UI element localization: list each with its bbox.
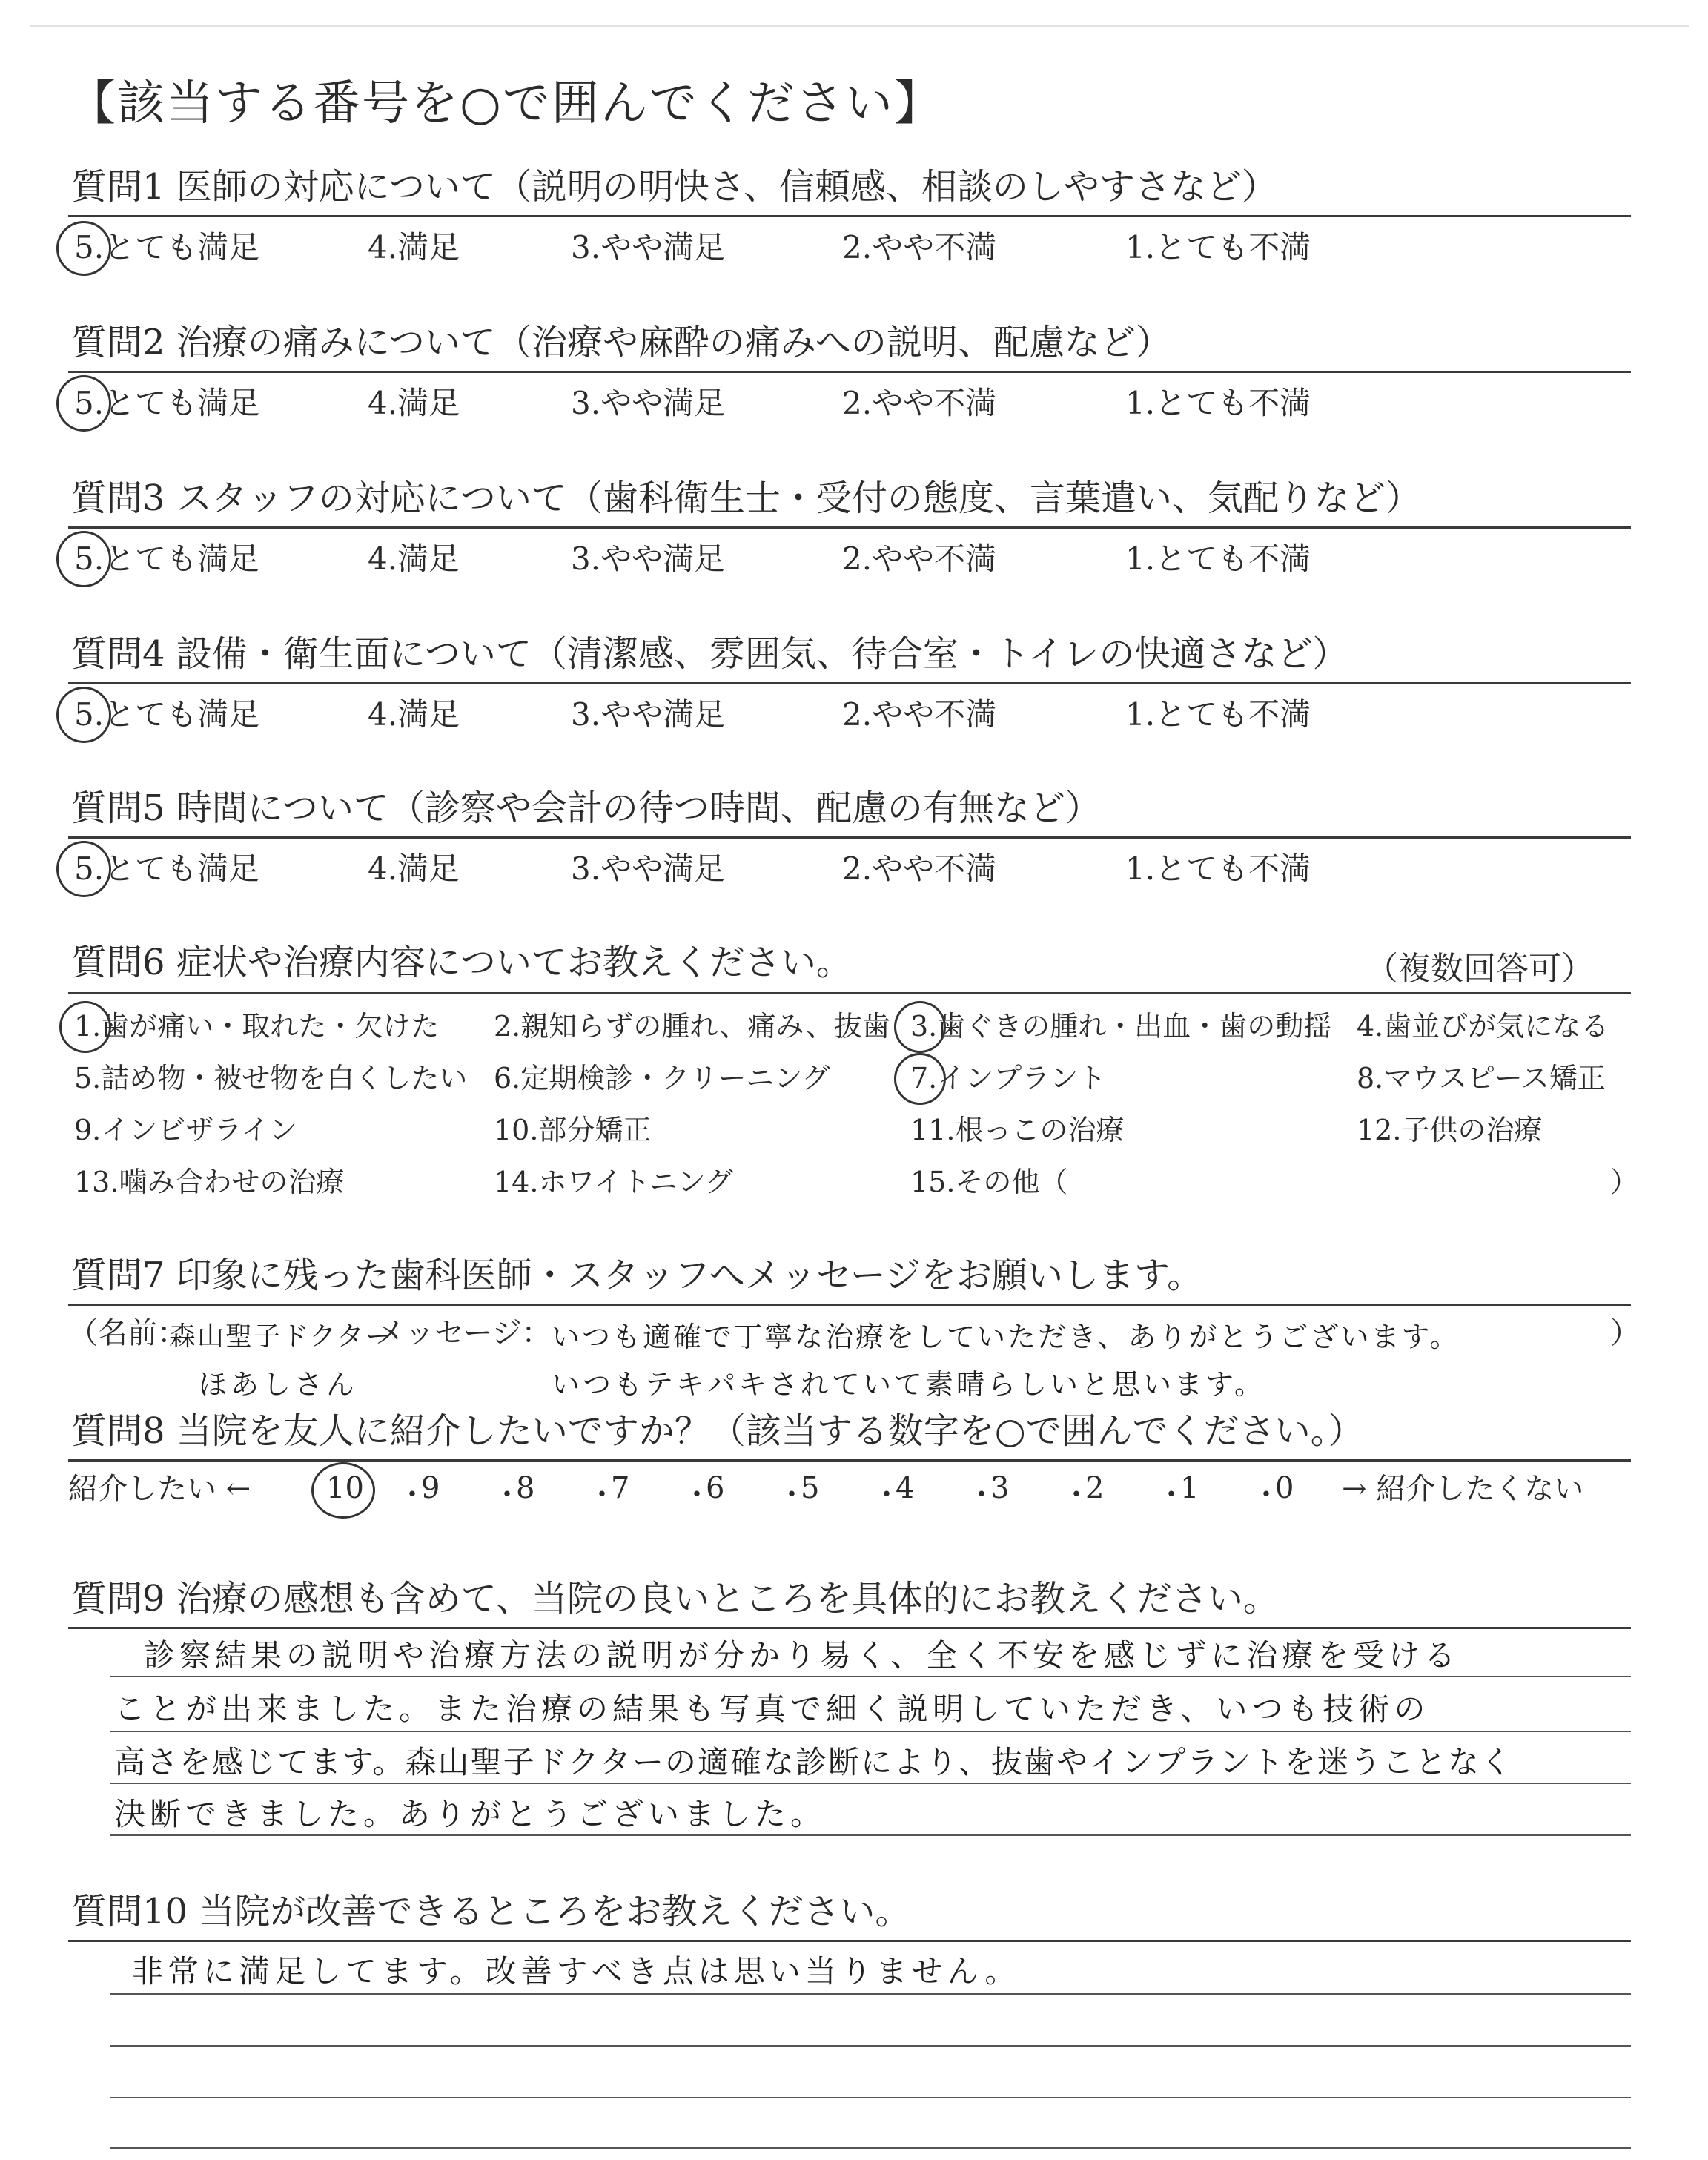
scale-value-10[interactable]: 10 [326, 1471, 364, 1505]
q3-option-5[interactable]: 5.とても満足 [74, 541, 260, 577]
message-prefix: メッセージ： [375, 1316, 552, 1350]
q10-answer-line-1[interactable]: 非常に満足してます。改善すべき点は思い当りません。 [132, 1953, 1021, 1989]
scale-separator: ・ [1062, 1478, 1091, 1512]
selection-circle [56, 687, 111, 743]
name-line-2[interactable]: ほあしさん [199, 1368, 359, 1401]
q9-answer-line-2[interactable]: ことが出来ました。また治療の結果も写真で細く説明していただき、いつも技術の [114, 1691, 1430, 1727]
q6-option-7[interactable]: 7.インプラント [910, 1062, 1107, 1094]
q6-option-12[interactable]: 12.子供の治療 [1357, 1114, 1543, 1146]
selection-circle [894, 1001, 946, 1053]
scale-value-0[interactable]: 0 [1275, 1471, 1294, 1505]
multiple-answers-note: （複数回答可） [1366, 950, 1594, 988]
answer-line [110, 1993, 1631, 1995]
q4-option-3[interactable]: 3.やや満足 [571, 696, 726, 733]
question-1-label: 質問1 医師の対応について（説明の明快さ、信頼感、相談のしやすさなど） [71, 166, 1277, 208]
q4-option-2[interactable]: 2.やや不満 [842, 696, 997, 733]
q1-option-4[interactable]: 4.満足 [368, 229, 460, 265]
q6-option-4[interactable]: 4.歯並びが気になる [1357, 1010, 1609, 1043]
selection-circle [56, 531, 111, 587]
q3-option-3[interactable]: 3.やや満足 [571, 541, 726, 577]
scale-separator: ・ [397, 1478, 427, 1512]
answer-line [110, 1676, 1631, 1677]
selection-circle [56, 375, 111, 432]
divider [68, 1940, 1631, 1942]
q6-option-8[interactable]: 8.マウスピース矯正 [1357, 1062, 1606, 1094]
divider [68, 526, 1631, 529]
question-8-label: 質問8 当院を友人に紹介したいですか？（該当する数字を○で囲んでください。） [71, 1410, 1364, 1452]
q6-option-6[interactable]: 6.定期検診・クリーニング [494, 1062, 830, 1094]
question-4-label: 質問4 設備・衛生面について（清潔感、雰囲気、待合室・トイレの快適さなど） [71, 633, 1348, 675]
selection-circle [56, 841, 111, 897]
question-9-label: 質問9 治療の感想も含めて、当院の良いところを具体的にお教えください。 [71, 1578, 1279, 1619]
divider [68, 1459, 1631, 1462]
q4-option-5[interactable]: 5.とても満足 [74, 696, 260, 733]
q6-option-11[interactable]: 11.根っこの治療 [910, 1114, 1125, 1146]
selection-circle [59, 1001, 111, 1053]
scale-separator: ・ [1251, 1478, 1281, 1512]
selection-circle [894, 1053, 946, 1105]
divider [68, 836, 1631, 839]
question-6-label: 質問6 症状や治療内容についてお教えください。 [71, 942, 852, 983]
name-prefix: （名前： [68, 1316, 187, 1350]
q6-option-10[interactable]: 10.部分矯正 [494, 1114, 652, 1146]
divider [68, 215, 1631, 217]
q5-option-2[interactable]: 2.やや不満 [842, 851, 997, 887]
scale-separator: ・ [587, 1478, 617, 1512]
q2-option-4[interactable]: 4.満足 [368, 385, 460, 421]
q9-answer-line-1[interactable]: 診察結果の説明や治療方法の説明が分かり易く、全く不安を感じずに治療を受ける [144, 1637, 1460, 1674]
scale-separator: ・ [492, 1478, 522, 1512]
q2-option-1[interactable]: 1.とても不満 [1125, 385, 1311, 421]
q6-option-13[interactable]: 13.噛み合わせの治療 [74, 1166, 345, 1198]
scale-separator: ・ [872, 1478, 901, 1512]
q4-option-4[interactable]: 4.満足 [368, 696, 460, 733]
q1-option-5[interactable]: 5.とても満足 [74, 229, 260, 265]
q9-answer-line-4[interactable]: 決断できました。ありがとうございました。 [114, 1796, 827, 1832]
message-line-1[interactable]: いつも適確で丁寧な治療をしていただき、ありがとうございます。 [552, 1321, 1460, 1353]
scale-value-2[interactable]: 2 [1085, 1471, 1105, 1505]
scale-separator: ・ [777, 1478, 807, 1512]
selection-circle [56, 221, 111, 276]
question-7-label: 質問7 印象に残った歯科医師・スタッフへメッセージをお願いします。 [71, 1255, 1203, 1296]
scale-value-6[interactable]: 6 [706, 1471, 725, 1505]
q6-option-1[interactable]: 1.歯が痛い・取れた・欠けた [74, 1010, 440, 1043]
q5-option-3[interactable]: 3.やや満足 [571, 851, 726, 887]
question-5-label: 質問5 時間について（診察や会計の待つ時間、配慮の有無など） [71, 787, 1101, 829]
answer-line [110, 1783, 1631, 1784]
q6-option-14[interactable]: 14.ホワイトニング [494, 1166, 734, 1198]
q9-answer-line-3[interactable]: 高さを感じてます。森山聖子ドクターの適確な診断により、抜歯やインプラントを迷うことなく [114, 1744, 1513, 1780]
question-10-label: 質問10 当院が改善できるところをお教えください。 [71, 1891, 911, 1932]
q6-other-close: ） [1610, 1166, 1639, 1198]
divider [68, 992, 1631, 994]
question-3-label: 質問3 スタッフの対応について（歯科衛生士・受付の態度、言葉遣い、気配りなど） [71, 478, 1421, 519]
q3-option-4[interactable]: 4.満足 [368, 541, 460, 577]
question-2-label: 質問2 治療の痛みについて（治療や麻酔の痛みへの説明、配慮など） [71, 322, 1171, 363]
scale-value-7[interactable]: 7 [611, 1471, 630, 1505]
q2-option-3[interactable]: 3.やや満足 [571, 385, 726, 421]
scale-value-1[interactable]: 1 [1180, 1471, 1199, 1505]
message-line-2[interactable]: いつもテキパキされていて素晴らしいと思います。 [552, 1368, 1265, 1401]
divider [68, 1627, 1631, 1629]
q6-option-5[interactable]: 5.詰め物・被せ物を白くしたい [74, 1062, 468, 1094]
q2-option-5[interactable]: 5.とても満足 [74, 385, 260, 421]
divider [68, 1304, 1631, 1306]
selection-circle [311, 1462, 375, 1519]
scale-value-5[interactable]: 5 [801, 1471, 820, 1505]
message-close: ） [1610, 1316, 1640, 1350]
q6-option-15[interactable]: 15.その他（ [910, 1166, 1068, 1198]
q2-option-2[interactable]: 2.やや不満 [842, 385, 997, 421]
scale-separator: ・ [682, 1478, 712, 1512]
answer-line [110, 2147, 1631, 2149]
q5-option-4[interactable]: 4.満足 [368, 851, 460, 887]
scale-value-3[interactable]: 3 [990, 1471, 1010, 1505]
name-field[interactable]: 森山聖子ドクター [169, 1321, 394, 1352]
scale-value-8[interactable]: 8 [516, 1471, 535, 1505]
q6-option-2[interactable]: 2.親知らずの腫れ、痛み、抜歯 [494, 1010, 890, 1043]
q3-option-1[interactable]: 1.とても不満 [1125, 541, 1311, 577]
divider [68, 371, 1631, 373]
scale-separator: ・ [1156, 1478, 1186, 1512]
q1-option-2[interactable]: 2.やや不満 [842, 229, 997, 265]
scale-value-9[interactable]: 9 [421, 1471, 440, 1505]
q6-option-9[interactable]: 9.インビザライン [74, 1114, 298, 1146]
q1-option-3[interactable]: 3.やや満足 [571, 229, 726, 265]
scale-separator: ・ [967, 1478, 996, 1512]
q4-option-1[interactable]: 1.とても不満 [1125, 696, 1311, 733]
q6-option-3[interactable]: 3.歯ぐきの腫れ・出血・歯の動揺 [910, 1010, 1332, 1043]
scale-right-label: → 紹介したくない [1342, 1472, 1584, 1506]
answer-line [110, 2097, 1631, 2098]
q5-option-5[interactable]: 5.とても満足 [74, 851, 260, 887]
answer-line [110, 1731, 1631, 1732]
answer-line [110, 1834, 1631, 1836]
answer-line [110, 2045, 1631, 2047]
q1-option-1[interactable]: 1.とても不満 [1125, 229, 1311, 265]
page-heading: 【該当する番号を○で囲んでください】 [68, 76, 943, 131]
scale-left-label: 紹介したい ← [68, 1472, 251, 1506]
scale-value-4[interactable]: 4 [896, 1471, 915, 1505]
q3-option-2[interactable]: 2.やや不満 [842, 541, 997, 577]
scan-edge [30, 25, 1689, 27]
divider [68, 682, 1631, 684]
q5-option-1[interactable]: 1.とても不満 [1125, 851, 1311, 887]
